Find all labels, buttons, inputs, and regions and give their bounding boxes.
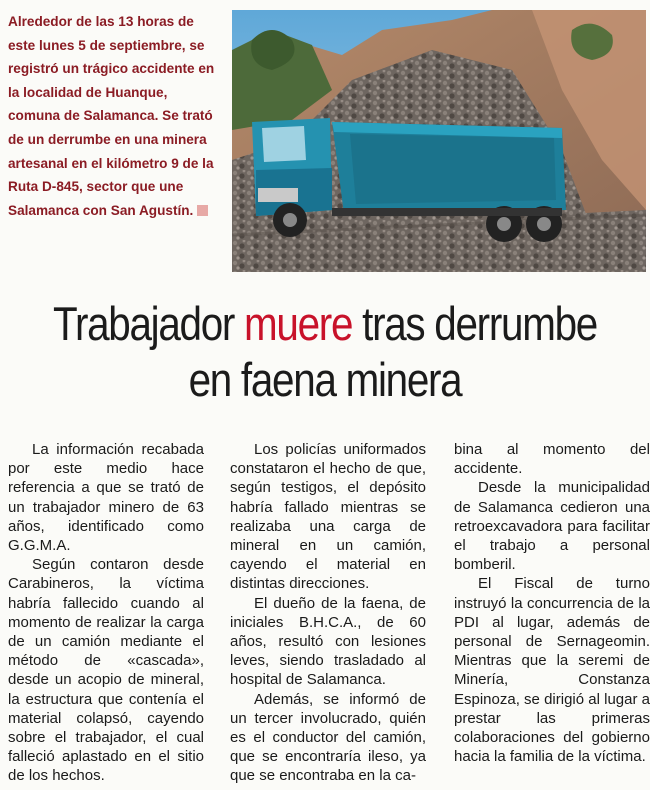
paragraph: El Fiscal de turno instruyó la concurrencia de la PDI al lugar, además de personal de Sernageomin. Mientras que la seremi de Minería, Constanza Espinoza, se dirigió al lugar a prestar las primeras colaboraciones del gobierno hacia la familia de la víctima. bbox=[454, 575, 650, 766]
truck-photo-illustration bbox=[232, 10, 646, 272]
paragraph: Además, se informó de un tercer involucrado, quién es el conductor del camión, que se encontraría ileso, ya que se encontraba en la ca- bbox=[230, 690, 426, 785]
column-2 bbox=[230, 440, 426, 786]
end-mark-icon bbox=[197, 205, 208, 216]
paragraph: La información recabada por este medio hace referencia a que se trató de un trabajador minero de 63 años, identificado como G.G.M.A. bbox=[8, 441, 204, 555]
paragraph: Desde la municipalidad de Salamanca cedieron una retroexcavadora para facilitar el trabajo a personal bomberil. bbox=[454, 479, 650, 574]
column-3 bbox=[454, 440, 650, 766]
lead-paragraph bbox=[8, 10, 220, 222]
paragraph: Los policías uniformados constataron el hecho de que, según testigos, el depósito habría fallado mientras se realizaba una carga de mineral en un camión, cayendo el material en distintas direcciones. bbox=[230, 441, 426, 593]
headline bbox=[46, 296, 605, 408]
paragraph: Según contaron desde Carabineros, la víctima habría fallecido cuando al momento de realizar la carga de un camión mediante el método de «cascada», desde un acopio de mineral, la estructura que contenía el material colapsó, cayendo sobre el trabajador, el cual falleció aplastado en el sitio de los hechos. bbox=[8, 556, 204, 785]
lead-text: Alrededor de las 13 horas de este lunes 5 de septiembre, se registró un trágico accidente en la localidad de Huanque, comuna de Salamanca. Se trató de un derrumbe en una minera artesanal en el kilómetro 9 de la Ruta D-845, sector que une Salamanca con San Agustín. bbox=[8, 14, 215, 218]
column-1 bbox=[8, 440, 204, 786]
paragraph-continuation: bina al momento del accidente. bbox=[454, 441, 650, 478]
paragraph: El dueño de la faena, de iniciales B.H.C.A., de 60 años, resultó con lesiones leves, siendo trasladado al hospital de Salamanca. bbox=[230, 594, 426, 689]
article-body bbox=[8, 440, 650, 790]
headline-highlight: muere bbox=[244, 297, 353, 350]
truck-photo bbox=[232, 10, 646, 272]
headline-after: tras derrumbe en faena minera bbox=[188, 297, 597, 406]
headline-before: Trabajador bbox=[53, 297, 245, 350]
